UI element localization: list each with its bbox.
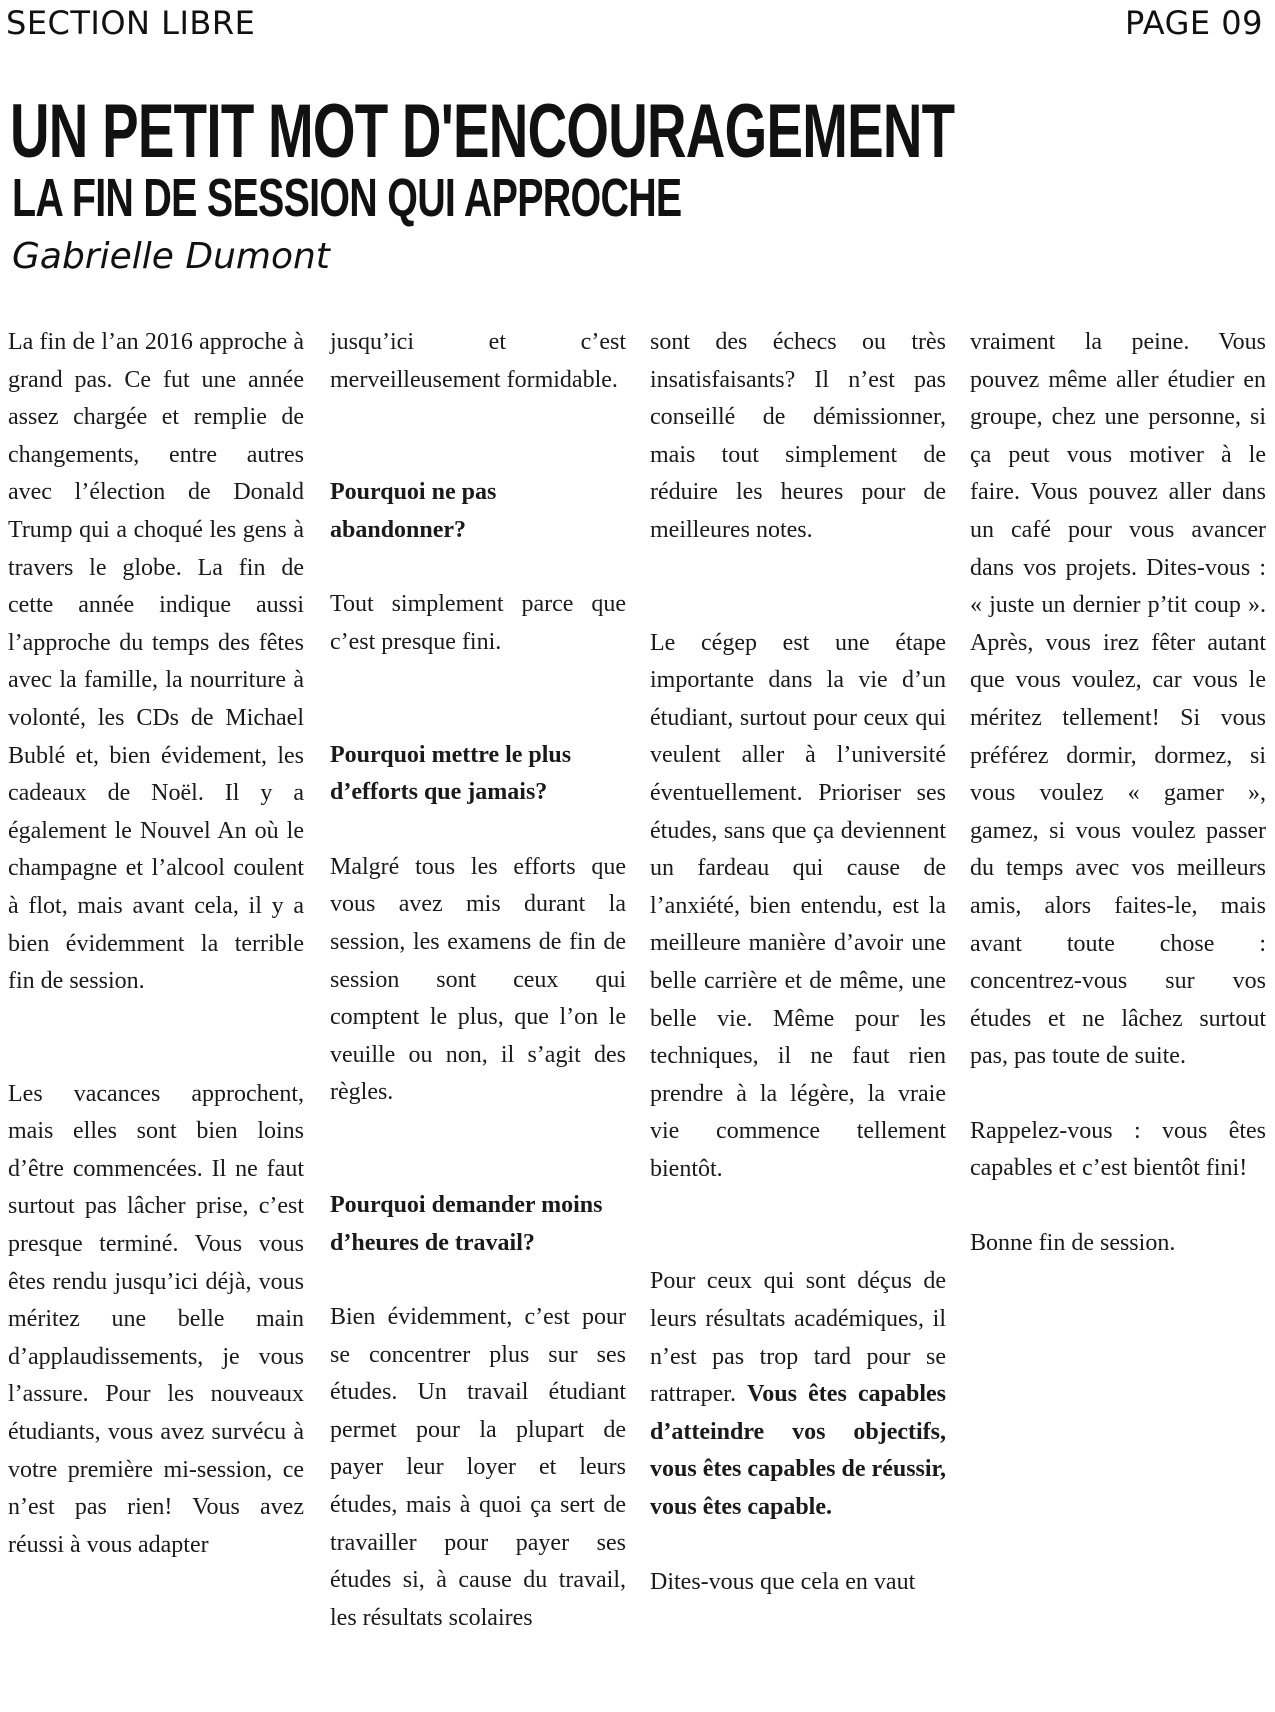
column-1 <box>8 324 304 1639</box>
paragraph: Rappelez-vous : vous êtes capables et c’est bientôt fini! <box>970 1117 1266 1182</box>
page-number: PAGE 09 <box>1125 4 1263 42</box>
paragraph: vraiment la peine. Vous pouvez même aller étudier en groupe, chez une personne, si ça peut vous motiver à le faire. Vous pouvez aller dans un café pour vous avancer dans vos projets. Dites-vous : « juste un dernier p’tit coup ». Après, vous irez fêter autant que vous voulez, car vous le méritez tellement! Si vous préférez dormir, dormez, si vous voulez « gamer », gamez, si vous voulez passer du temps avec vos meilleurs amis, alors faites-le, mais avant toute chose : concentrez-vous sur vos études et ne lâchez surtout pas, pas toute de suite. <box>970 329 1266 1070</box>
article-author: Gabrielle Dumont <box>12 236 330 277</box>
question-heading: Pourquoi mettre le plus d’efforts que jamais? <box>330 741 572 806</box>
emphasis-text: Vous êtes capables d’atteindre vos objectifs, vous êtes capables de réussir, vous êtes capable. <box>650 1381 946 1521</box>
column-4 <box>970 324 1266 1338</box>
paragraph: Dites-vous que cela en vaut <box>650 1568 916 1595</box>
paragraph-lead: Pour ceux qui sont déçus de leurs résultats académiques, il n’est pas trop tard pour se rattraper. <box>650 1268 946 1408</box>
question-heading: Pourquoi demander moins d’heures de travail? <box>330 1191 603 1256</box>
paragraph: jusqu’ici et c’est merveilleusement formidable. <box>330 329 626 393</box>
paragraph: sont des échecs ou très insatisfaisants? Il n’est pas conseillé de démissionner, mais tout simplement de réduire les heures pour de meilleures notes. <box>650 329 946 543</box>
paragraph: Le cégep est une étape importante dans la vie d’un étudiant, surtout pour ceux qui veulent aller à l’université éventuellement. Prioriser ses études, sans que ça deviennent un fardeau qui cause de l’anxiété, bien entendu, est la meilleure manière d’avoir une belle carrière et de même, une belle vie. Même pour les techniques, il ne faut rien prendre à la légère, la vraie vie commence tellement bientôt. <box>650 629 946 1182</box>
article-subtitle: LA FIN DE SESSION QUI APPROCHE <box>12 168 682 228</box>
paragraph: Bonne fin de session. <box>970 1230 1176 1257</box>
article-title: UN PETIT MOT D'ENCOURAGEMENT <box>10 89 955 174</box>
section-label: SECTION LIBRE <box>6 4 256 42</box>
column-2 <box>330 324 626 1712</box>
paragraph: Tout simplement parce que c’est presque fini. <box>330 591 626 655</box>
paragraph: Bien évidemment, c’est pour se concentrer plus sur ses études. Un travail étudiant permet pour la plupart de payer leur loyer et leurs études, mais à quoi ça sert de travailler pour payer ses études si, à cause du travail, les résultats scolaires <box>330 1304 626 1631</box>
paragraph: Malgré tous les efforts que vous avez mis durant la session, les examens de fin de session sont ceux qui comptent le plus, que l’on le veuille ou non, il s’agit des règles. <box>330 853 626 1106</box>
paragraph: La fin de l’an 2016 approche à grand pas. Ce fut une année assez chargée et remplie de changements, entre autres avec l’élection de Donald Trump qui a choqué les gens à travers le globe. La fin de cette année indique aussi l’approche du temps des fêtes avec la famille, la nourriture à volonté, les CDs de Michael Bublé et, bien évidement, les cadeaux de Noël. Il y a également le Nouvel An où le champagne et l’alcool coulent à flot, mais avant cela, il y a bien évidemment la terrible fin de session. <box>8 329 304 995</box>
column-3 <box>650 324 946 1676</box>
paragraph: Les vacances approchent, mais elles sont bien loins d’être commencées. Il ne faut surtout pas lâcher prise, c’est presque terminé. Vous vous êtes rendu jusqu’ici déjà, vous méritez une belle main d’applaudissements, je vous l’assure. Pour les nouveaux étudiants, vous avez survécu à votre première mi-session, ce n’est pas rien! Vous avez réussi à vous adapter <box>8 1080 304 1558</box>
question-heading: Pourquoi ne pas abandonner? <box>330 479 497 543</box>
paragraph <box>650 1263 946 1526</box>
